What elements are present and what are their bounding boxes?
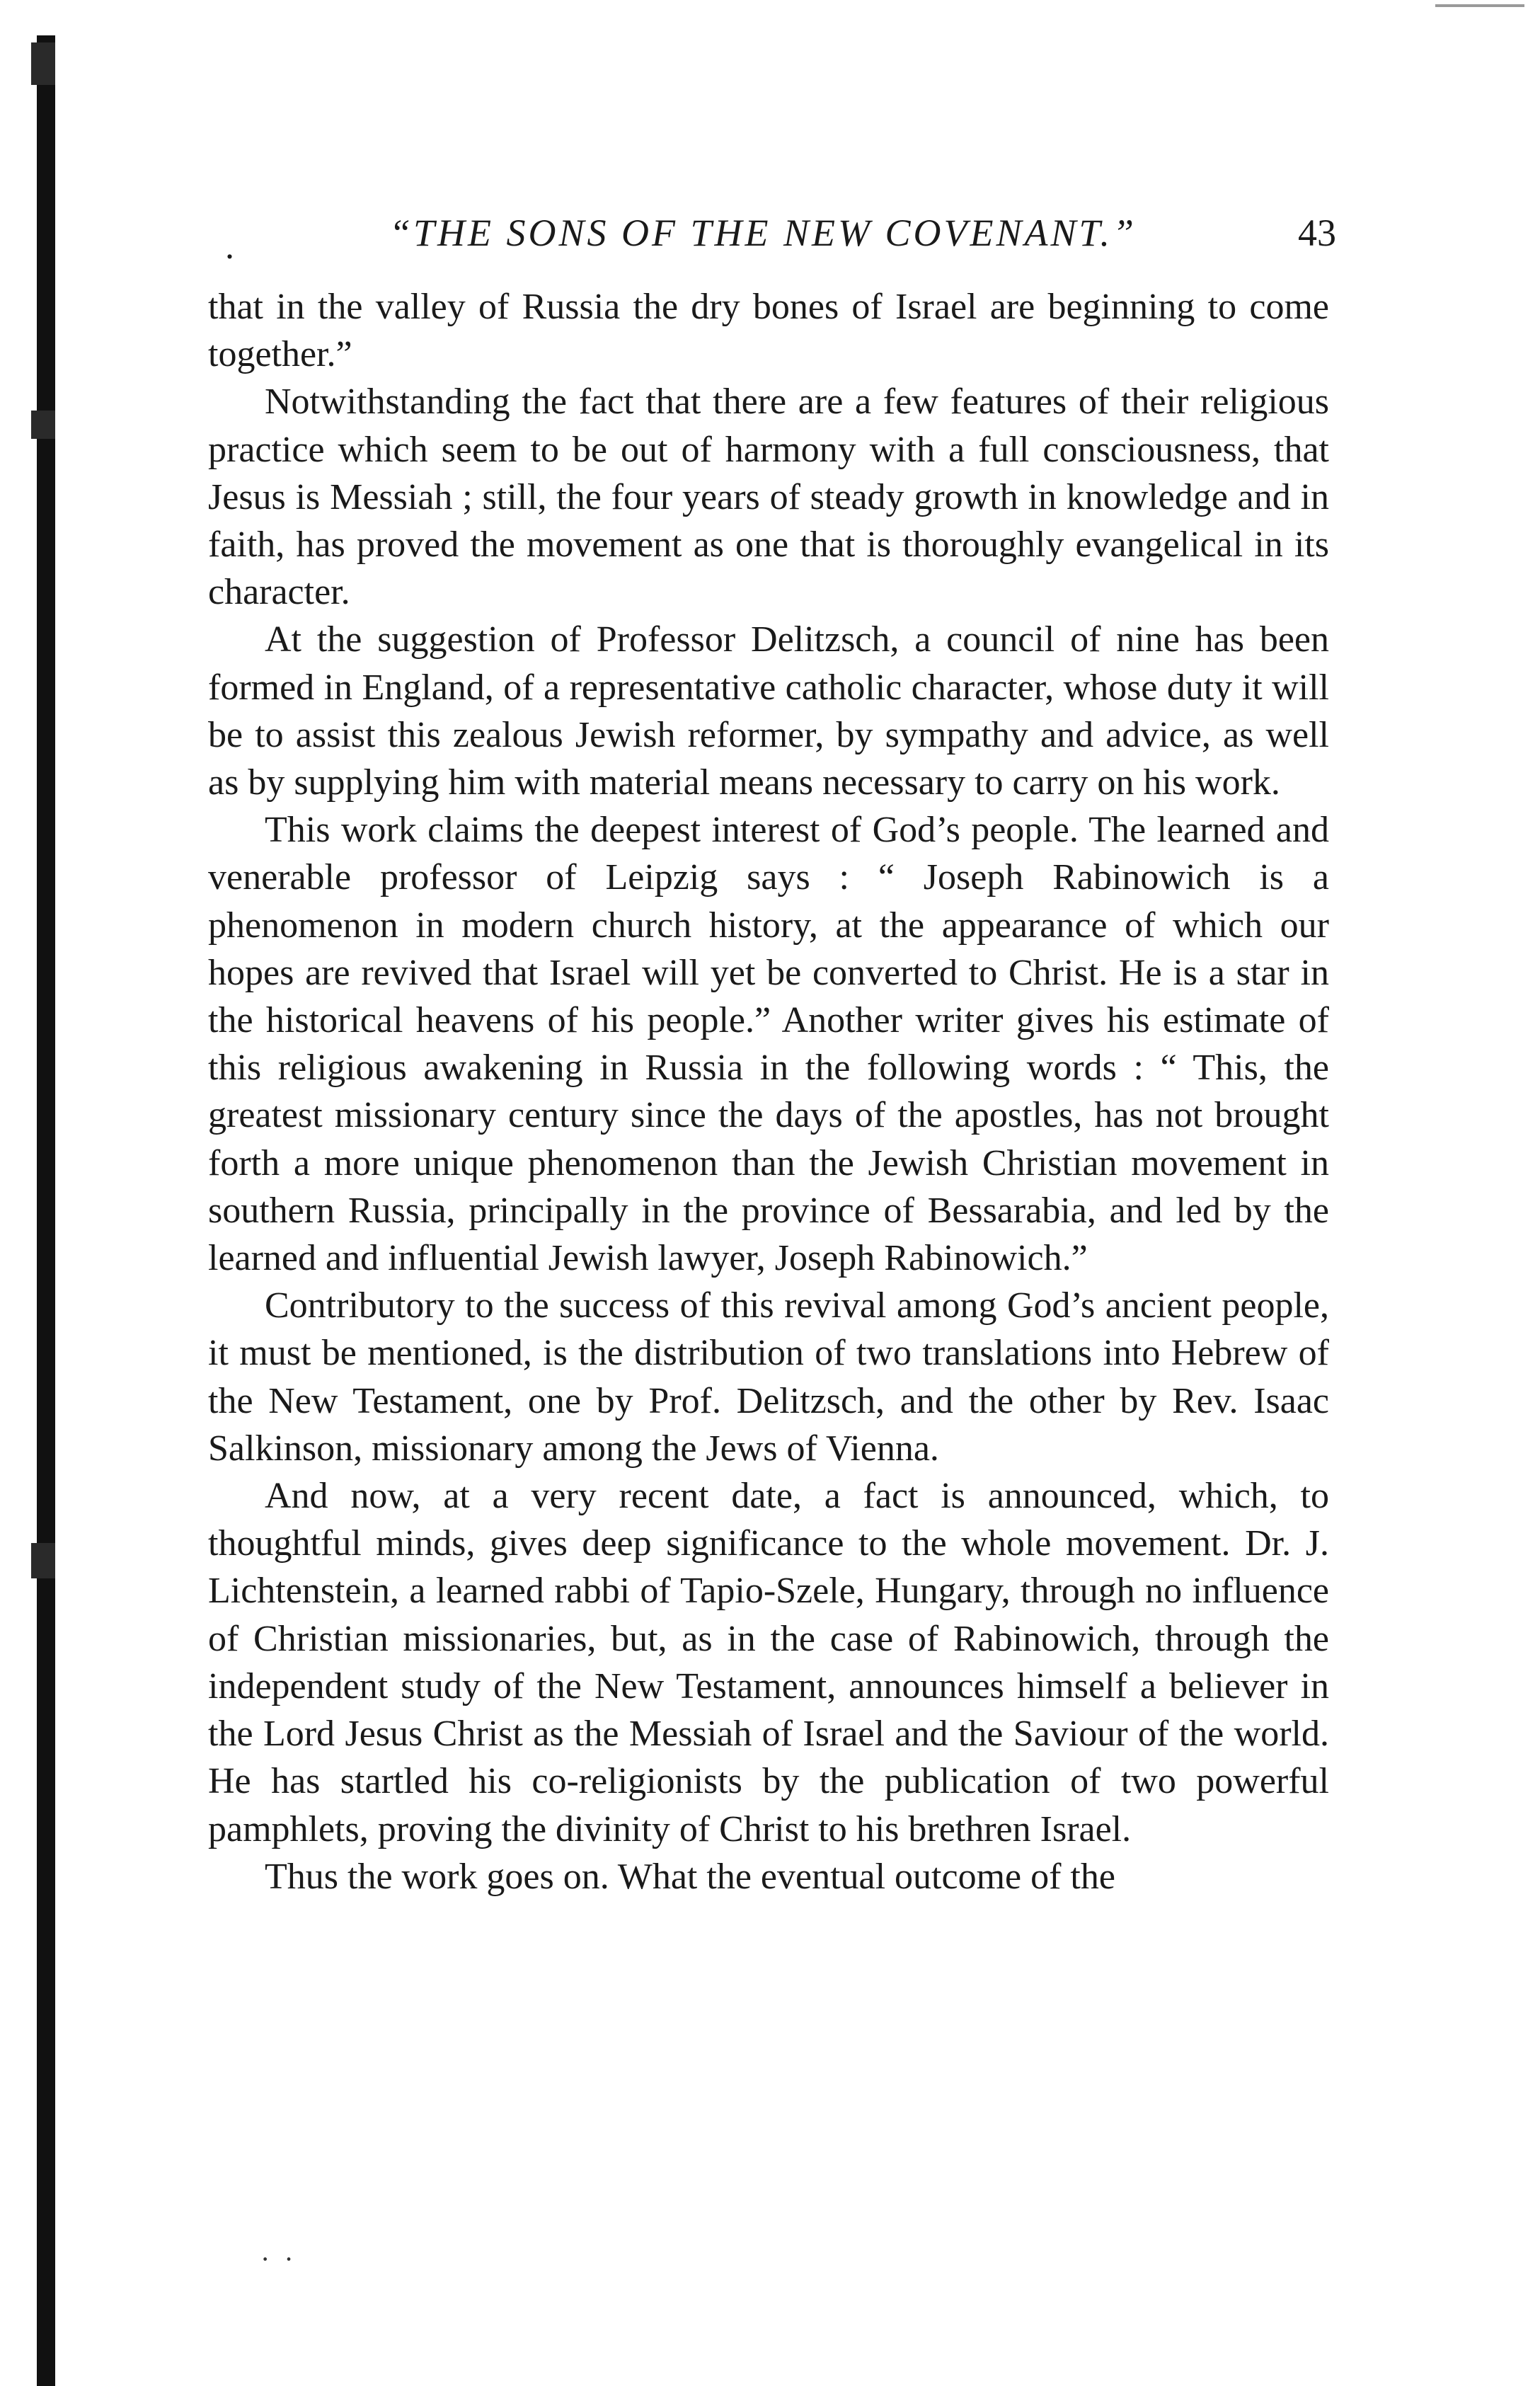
paragraph: Contributory to the success of this revival among God’s ancient people, it must be mentioned, is the distribution of two translations into Hebrew of the New Testament, one by Prof. Delitzsch, and the other by Rev. Isaac Salkinson, missionary among the Jews of Vienna. bbox=[208, 1285, 1329, 1469]
binding-speck bbox=[31, 411, 55, 439]
paragraph: And now, at a very recent date, a fact is announced, which, to thoughtful minds, gives deep significance to the whole movement. Dr. J. Lichtenstein, a learned rabbi of Tapio-Szele, Hungary, through no influence of Christian missionaries, but, as in the case of Rabinowich, through the independent study of the New Testament, announces himself a believer in the Lord Jesus Christ as the Messiah of Israel and the Saviour of the world. He has startled his co-religionists by the publication of two powerful pamphlets, proving the divinity of Christ to his brethren Israel. bbox=[208, 1476, 1329, 1849]
paragraph: Thus the work goes on. What the eventual outcome of the bbox=[265, 1856, 1115, 1897]
stray-marks: · · bbox=[260, 2243, 294, 2275]
page-body bbox=[208, 283, 1329, 1900]
paragraph: This work claims the deepest interest of God’s people. The learned and venerable professor of Leipzig says : “ Joseph Rabinowich is a phenomenon in modern church history, at the appearance of which our hopes are revived that Israel will yet be converted to Christ. He is a star in the historical heavens of his people.” Another writer gives his estimate of this religious awakening in Russia in the following words : “ This, the greatest missionary century since the days of the apostles, has not brought forth a more unique phenomenon than the Jewish Christian movement in southern Russia, principally in the province of Bessarabia, and led by the learned and influential Jewish lawyer, Joseph Rabinowich.” bbox=[208, 810, 1329, 1279]
binding-speck bbox=[31, 1543, 55, 1578]
binding-shadow bbox=[37, 35, 55, 2386]
running-head bbox=[190, 205, 1336, 267]
paragraph: that in the valley of Russia the dry bones of Israel are beginning to come together.” bbox=[208, 287, 1329, 375]
head-dot: . bbox=[225, 226, 234, 267]
paragraph: Notwithstanding the fact that there are a few features of their religious practice which seem to be out of harmony with a full consciousness, that Jesus is Messiah ; still, the four years of steady growth in knowledge and in faith, has proved the movement as one that is thoroughly evangelical in its character. bbox=[208, 382, 1329, 613]
running-head-title: “THE SONS OF THE NEW COVENANT.” bbox=[389, 212, 1137, 254]
paragraph: At the suggestion of Professor Delitzsch, a council of nine has been formed in England, of a representative catholic character, whose duty it will be to assist this zealous Jewish reformer, by sympathy and advice, as well as by supplying him with material means necessary to carry on his work. bbox=[208, 619, 1329, 803]
page-number: 43 bbox=[1298, 212, 1336, 254]
corner-rule bbox=[1435, 4, 1524, 7]
page-edge bbox=[0, 0, 30, 2386]
binding-speck bbox=[31, 42, 55, 85]
